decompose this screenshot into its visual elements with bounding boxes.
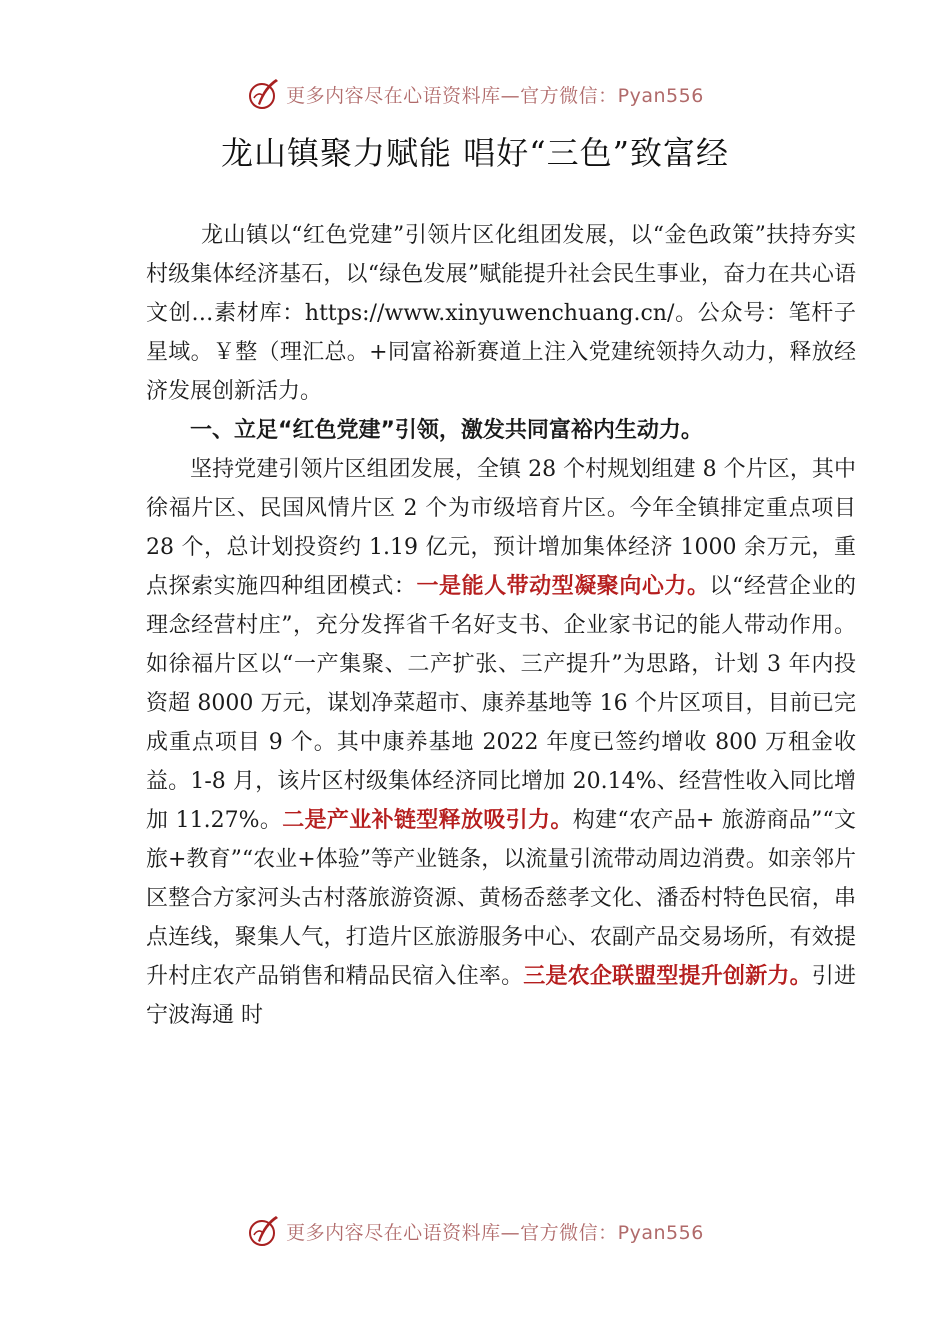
footer-watermark-banner	[0, 1211, 950, 1251]
paragraph-text: 构建“农产品+ 旅游商品”“文旅+教育”“农业+体验”等产业链条，以流量引流带动周边消费。如亲邻片区整合方家河头古村落旅游资源、黄杨岙慈孝文化、潘岙村特色民宿，串点连线，聚集人气，打造片区旅游服务中心、农副产品交易场所，有效提升村庄农产品销售和精品民宿入住率。	[146, 808, 856, 989]
watermark-text: 更多内容尽在心语资料库—官方微信：Pyan556	[286, 84, 704, 107]
document-body	[146, 216, 856, 1035]
header-watermark-banner	[0, 74, 950, 114]
intro-paragraph: 龙山镇以“红色党建”引领片区化组团发展，以“金色政策”扶持夯实村级集体经济基石，以“绿色发展”赋能提升社会民生事业，奋力在共心语文创…素材库：https://www.xinyuwenchuang.cn/。公众号：笔杆子星域。￥整（理汇总。+同富裕新赛道上注入党建统领持久动力，释放经济发展创新活力。	[146, 223, 856, 404]
paragraph-text: 以“经营企业的理念经营村庄”，充分发挥省千名好支书、企业家书记的能人带动作用。如徐福片区以“一产集聚、二产扩张、三产提升”为思路，计划 3 年内投资超 8000 万元，谋划净菜超市、康养基地等 16 个片区项目，目前已完成重点项目 9 个。其中康养基地 2022 年度已签约增收 800 万租金收益。1-8 月，该片区村级集体经济同比增加 20.14%、经营性收入同比增加 11.27%。	[146, 574, 856, 833]
section-heading: 一、立足“红色党建”引领，激发共同富裕内生动力。	[190, 418, 703, 443]
paragraph-text: 引进宁波海通 时	[146, 964, 856, 1028]
highlight-point-3: 三是农企联盟型提升创新力。	[523, 963, 812, 989]
quill-seal-logo-icon	[246, 1213, 282, 1249]
paragraph-text: 坚持党建引领片区组团发展，全镇 28 个村规划组建 8 个片区，其中徐福片区、民国风情片区 2 个为市级培育片区。今年全镇排定重点项目 28 个，总计划投资约 1.19 亿元，预计增加集体经济 1000 余万元，重点探索实施四种组团模式：	[146, 457, 856, 599]
highlight-point-1: 一是能人带动型凝聚向心力。	[416, 573, 710, 599]
quill-seal-logo-icon	[246, 76, 282, 112]
watermark-text: 更多内容尽在心语资料库—官方微信：Pyan556	[286, 1221, 704, 1244]
page-title: 龙山镇聚力赋能 唱好“三色”致富经	[221, 134, 729, 172]
section-paragraph	[146, 450, 856, 1035]
highlight-point-2: 二是产业补链型释放吸引力。	[282, 807, 573, 833]
